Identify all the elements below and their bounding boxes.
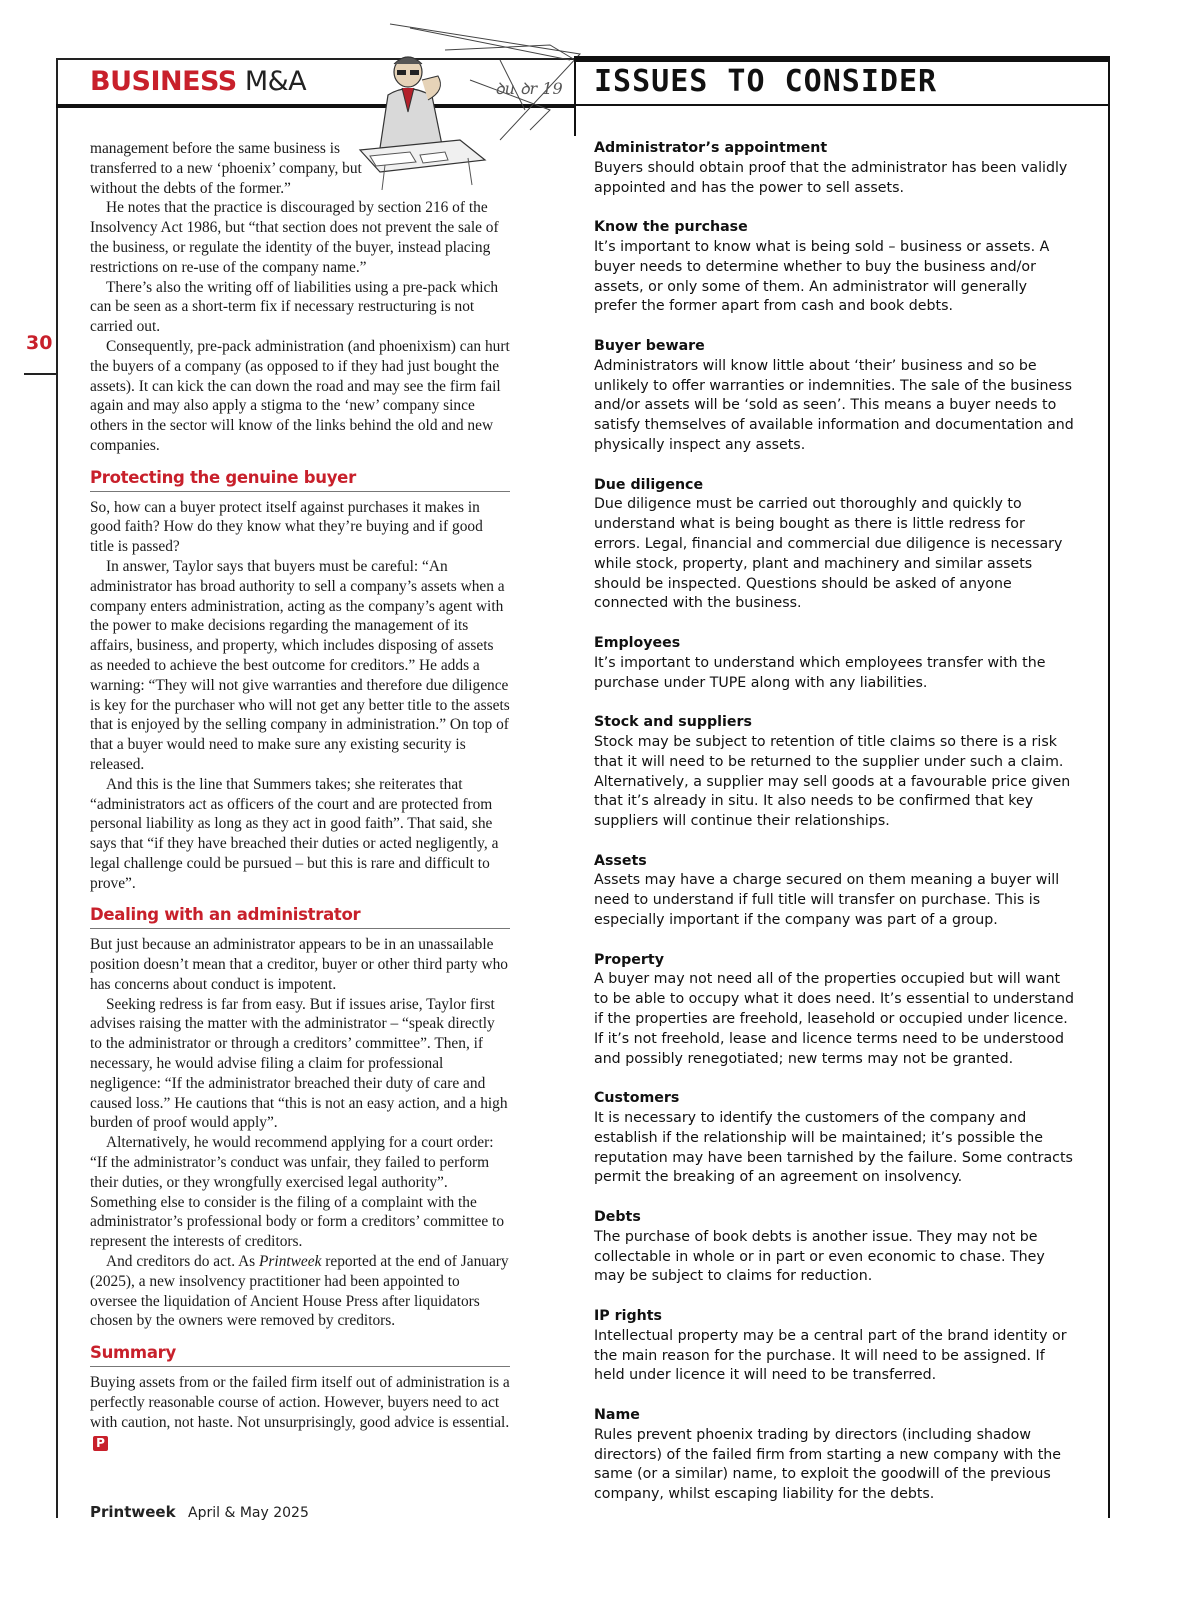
issue-body: It is necessary to identify the customers of the company and establish if the relationship will be maintained; it’s possible the reputation may have been tarnished by the failure. Some contracts permit the breaking of an agreement on insolvency. [594, 1110, 1073, 1186]
end-mark-logo: P [93, 1436, 108, 1451]
subheading-summary: Summary [90, 1343, 510, 1367]
issue-body: A buyer may not need all of the properties occupied but will want to be able to occupy what it does need. It’s essential to understand if the properties are freehold, leasehold or occupied under licence. If it’s not freehold, lease and licence terms need to be understood and possibly renegotiated; new terms may not be granted. [594, 971, 1074, 1067]
issue-item [594, 1208, 1074, 1287]
text-run: And creditors do act. As [106, 1253, 260, 1271]
article-paragraph: But just because an administrator appears to be in an unassailable position doesn’t mean that a creditor, buyer or other third party who has concerns about conduct is impotent. [90, 936, 508, 993]
text-run: Buying assets from or the failed firm itself out of administration is a perfectly reasonable course of action. However, buyers need to act with caution, not haste. Not unsurprisingly, good advice is essential. [90, 1374, 510, 1431]
issue-heading: Buyer beware [594, 337, 705, 354]
section-title-light: M&A [244, 66, 307, 97]
issue-heading: Assets [594, 852, 647, 869]
issue-heading: Debts [594, 1209, 641, 1226]
publication-name: Printweek [259, 1253, 322, 1271]
footer [90, 1503, 309, 1521]
issue-item [594, 634, 1074, 693]
issue-body: Assets may have a charge secured on them meaning a buyer will need to understand if full title will transfer on purchase. This is especially important if the company was part of a group. [594, 872, 1060, 929]
article-paragraph: So, how can a buyer protect itself against purchases it makes in good faith? How do they know what they’re buying and if good title is passed? [90, 498, 483, 556]
page-number: 30 [26, 332, 53, 354]
article-paragraph [90, 1252, 510, 1331]
issue-item [594, 139, 1074, 198]
issue-heading: Administrator’s appointment [594, 140, 828, 156]
issue-body: Intellectual property may be a central part of the brand identity or the main reason for the purchase. It will need to be assigned. If held under licence it will need to be transferred. [594, 1327, 1067, 1384]
issues-box-top-rule [574, 56, 1110, 62]
issue-body: The purchase of book debts is another issue. They may not be collectable in whole or in part or even economic to chase. They may be subject to claims for reduction. [594, 1228, 1045, 1285]
issue-item [594, 337, 1074, 456]
issue-heading: Customers [594, 1090, 680, 1107]
article-paragraph: In answer, Taylor says that buyers must be careful: “An administrator has broad authority to sell a company’s assets when a company enters administration, acting as the company’s agent with the power to make decisions regarding the management of its affairs, business, and property, which includes disposing of assets as needed to achieve the best outcome for creditors.” He adds a warning: “They will not give warranties and therefore due diligence is key for the purchaser who will not get any better title to the assets that is enjoyed by the selling company in administration.” On top of that a buyer would need to make sure any existing security is released. [90, 557, 510, 773]
article-paragraph: He notes that the practice is discouraged by section 216 of the Insolvency Act 1986, but “that section does not prevent the sale of the business, or regulate the identity of the buyer, instead placing restrictions on re-use of the company name.” [90, 199, 499, 276]
subheading-protecting: Protecting the genuine buyer [90, 468, 510, 492]
article-paragraph: Consequently, pre-pack administration (and phoenixism) can hurt the buyers of a company (as opposed to if they had just bought the assets). It can kick the can down the road and may see the firm fail again and may also apply a stigma to the ‘new’ company since others in the sector will know of the links behind the old and new companies. [90, 337, 510, 454]
issue-body: It’s important to know what is being sold – business or assets. A buyer needs to determine whether to buy the business and/or assets, or only some of them. An administrator will generally prefer the former apart from cash and book debts. [594, 238, 1050, 315]
issue-heading: Employees [594, 634, 681, 651]
issue-body: Rules prevent phoenix trading by directors (including shadow directors) of the failed firm from starting a new company with the same (or a similar) name, to exploit the goodwill of the previous company, whilst escaping liability for the debts. [594, 1426, 1062, 1503]
issue-item [594, 218, 1074, 317]
article-paragraph: And this is the line that Summers takes; she reiterates that “administrators act as officers of the court and are protected from personal liability as long as they act in good faith”. That said, she says that “if they have breached their duties or acted negligently, a legal challenge could be pursued – but this is rare and difficult to prove”. [90, 775, 499, 892]
issue-body: Buyers should obtain proof that the administrator has been validly appointed and has the power to sell assets. [594, 159, 1068, 196]
section-title [90, 66, 306, 97]
issue-heading: Due diligence [594, 476, 704, 493]
issue-item [594, 1406, 1074, 1505]
footer-issue: April & May 2025 [188, 1505, 309, 1521]
left-frame-line [56, 58, 58, 1518]
issues-list [594, 139, 1074, 1525]
article-paragraph: Alternatively, he would recommend applying for a court order: “If the administrator’s conduct was unfair, they failed to perform their duties, or they wrongfully exercised legal authority”. Something else to consider is the filing of a complaint with the administrator’s professional body or form a creditors’ committee to represent the interests of creditors. [90, 1134, 505, 1251]
issue-body: Stock may be subject to retention of title claims so there is a risk that it will need to be returned to the supplier under such a claim. Alternatively, a supplier may sell goods at a favourable price given that it’s already in situ. It also needs to be confirmed that key suppliers will continue their relationships. [594, 733, 1071, 830]
issue-body: Administrators will know little about ‘their’ business and so be unlikely to offer warranties or indemnities. The sale of the business and/or assets will be ‘sold as seen’. This means a buyer needs to satisfy themselves of available information and documentation and physically inspect any assets. [594, 357, 1074, 453]
issue-heading: Property [594, 951, 664, 968]
text-run: reported at the end of January (2025), a new insolvency practitioner had been appointed to oversee the liquidation of Ancient House Press after liquidators chosen by the owners were removed by creditors. [90, 1253, 509, 1330]
issue-heading: IP rights [594, 1308, 662, 1325]
issue-item [594, 476, 1074, 615]
issue-item [594, 951, 1074, 1070]
section-title-bold: BUSINESS [90, 66, 237, 97]
issue-heading: Stock and suppliers [594, 714, 752, 731]
issues-header-rule [574, 104, 1110, 106]
article-paragraph: There’s also the writing off of liabilities using a pre-pack which can be seen as a short-term fix if necessary restructuring is not carried out. [90, 278, 499, 336]
page-number-rule [24, 373, 58, 375]
article-body [90, 139, 510, 1452]
issue-body: It’s important to understand which employees transfer with the purchase under TUPE along with any liabilities. [594, 654, 1046, 691]
article-paragraph [90, 1373, 510, 1452]
issues-box-right-rule [1108, 56, 1110, 1518]
issue-item [594, 1307, 1074, 1386]
subheading-dealing: Dealing with an administrator [90, 905, 510, 929]
issue-item [594, 852, 1074, 931]
article-paragraph: Seeking redress is far from easy. But if issues arise, Taylor first advises raising the matter with the administrator – “speak directly to the administrator or through a creditors’ committee”. Then, if necessary, he would advise filing a claim for professional negligence: “If the administrator breached their duty of care and caused loss.” He cautions that “this is not an easy action, and a high burden of proof would apply”. [90, 995, 508, 1132]
footer-brand: Printweek [90, 1503, 176, 1521]
issue-item [594, 1089, 1074, 1188]
issue-body: Due diligence must be carried out thoroughly and quickly to understand what is being bought as there is little redress for errors. Legal, financial and commercial due diligence is necessary while stock, property, plant and machinery and similar assets should be inspected. Questions should be asked of anyone connected with the business. [594, 496, 1063, 612]
issue-item [594, 713, 1074, 832]
issues-title: ISSUES TO CONSIDER [594, 64, 938, 99]
issues-box-left-rule [574, 56, 576, 136]
article-paragraph: management before the same business is transferred to a new ‘phoenix’ company, but without the debts of the former.” [90, 140, 362, 197]
issue-heading: Name [594, 1407, 640, 1423]
issue-heading: Know the purchase [594, 219, 748, 236]
sketch-scribble: ꝺu ꝺr 19 [495, 79, 563, 98]
